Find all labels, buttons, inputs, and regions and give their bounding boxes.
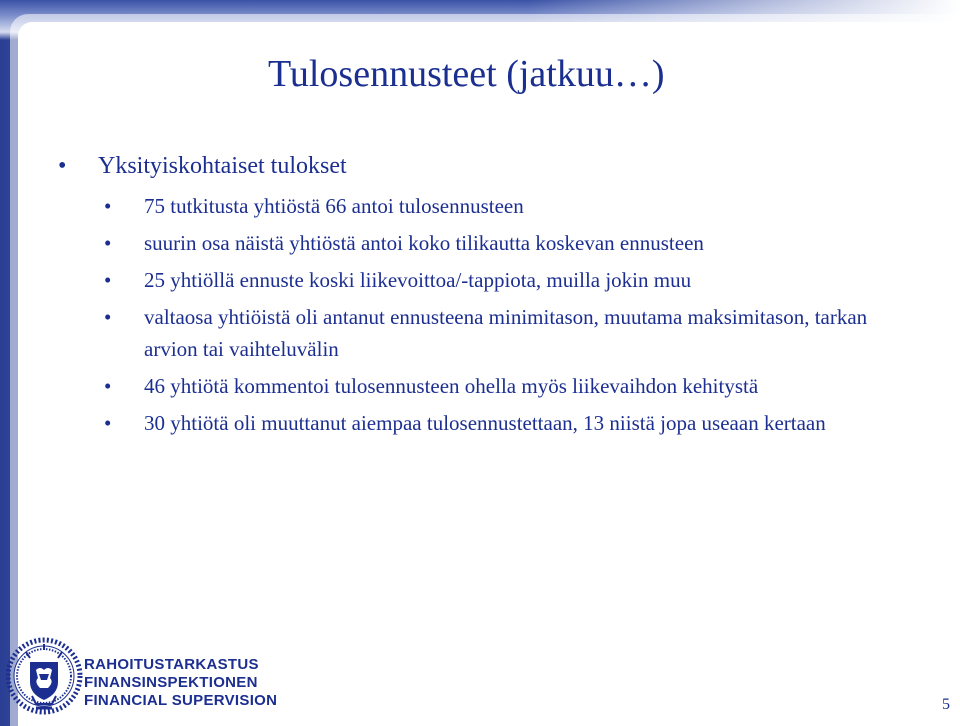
sub-bullet-text: 30 yhtiötä oli muuttanut aiempaa tulosennustettaan, 13 niistä jopa useaan kertaan [144,411,826,435]
sub-bullet [58,301,914,365]
sub-bullet [58,407,914,439]
logo-wordmark [84,656,277,710]
sub-bullet [58,264,914,296]
logo-line-3: FINANCIAL SUPERVISION [84,692,278,709]
slide-title: Tulosennusteet (jatkuu…) [268,53,665,95]
lion-coat-of-arms-icon [6,630,88,718]
sub-bullet-text: 46 yhtiötä kommentoi tulosennusteen ohella myös liikevaihdon kehitystä [144,374,759,398]
sub-bullet-text: valtaosa yhtiöistä oli antanut ennusteena minimitason, muutama maksimitason, tarkan arvion tai vaihteluvälin [144,305,868,361]
heading-text: Yksityiskohtaiset tulokset [98,153,347,179]
page-number: 5 [942,696,950,713]
bullet-icon: • [58,153,67,179]
bullet-icon: • [104,268,112,292]
sub-bullet-text: 25 yhtiöllä ennuste koski liikevoittoa/-tappiota, muilla jokin muu [144,268,692,292]
sub-bullet [58,190,914,222]
sub-bullet [58,370,914,402]
bullet-icon: • [104,305,112,329]
logo-line-1: RAHOITUSTARKASTUS [84,656,259,673]
bullet-icon: • [104,411,112,435]
organization-logo [6,630,276,722]
sub-bullet-text: suurin osa näistä yhtiöstä antoi koko tilikautta koskevan ennusteen [144,231,704,255]
logo-line-2: FINANSINSPEKTIONEN [84,674,258,691]
bullet-heading [58,150,918,182]
bullet-icon: • [104,231,112,255]
bullet-icon: • [104,374,112,398]
sub-bullet-text: 75 tutkitusta yhtiöstä 66 antoi tulosennusteen [144,194,524,218]
bullet-list [58,150,918,444]
sub-bullet [58,227,914,259]
bullet-icon: • [104,194,112,218]
